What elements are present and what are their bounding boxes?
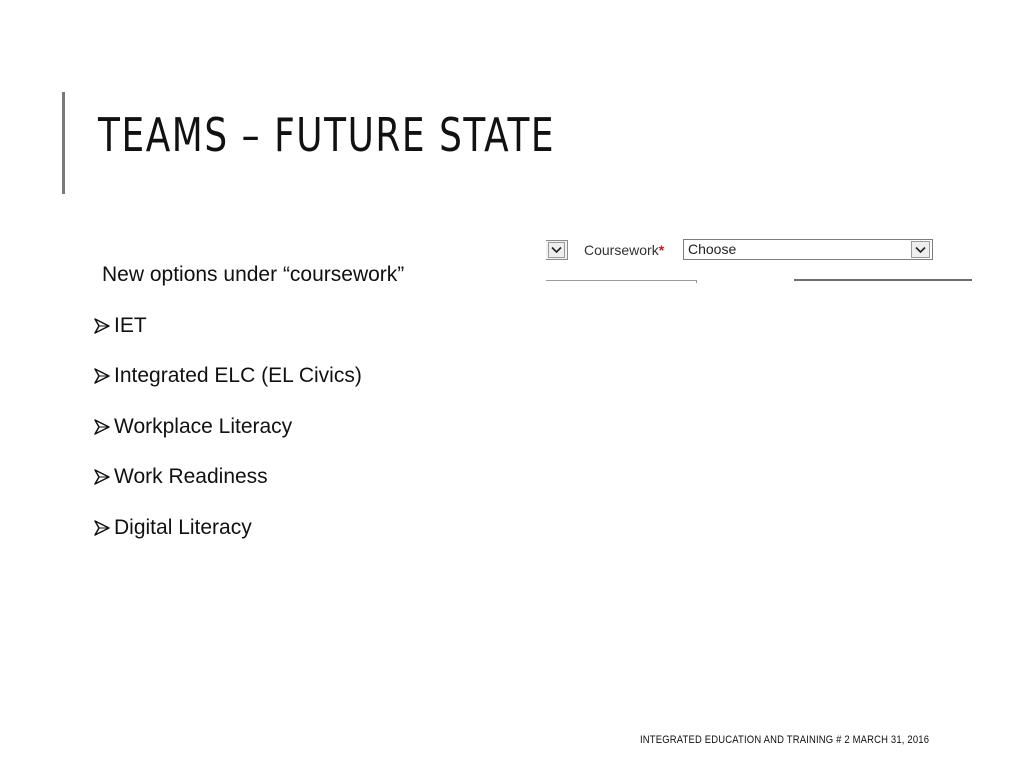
chevron-down-icon[interactable] [911,241,930,258]
arrowhead-bullet-icon [92,518,112,538]
bullet-list [92,313,362,566]
bullet-label: Integrated ELC (EL Civics) [114,364,362,387]
title-accent-bar [62,92,65,194]
bullet-label: IET [114,313,147,337]
bullet-item-integrated-elc [92,364,362,389]
arrowhead-bullet-icon [92,366,112,386]
arrowhead-bullet-icon [92,316,112,336]
bullet-label: Digital Literacy [114,515,252,539]
coursework-select[interactable] [683,239,933,260]
coursework-label [584,242,664,258]
bullet-label: Work Readiness [114,465,268,488]
intro-text: New options under “coursework” [102,263,405,286]
coursework-label-text: Coursework [584,242,659,258]
required-marker: * [658,242,665,258]
arrowhead-bullet-icon [92,467,112,487]
arrowhead-bullet-icon [92,417,112,437]
bullet-item-work-readiness [92,465,362,490]
slide-footer: INTEGRATED EDUCATION AND TRAINING # 2 MARCH 31, 2016 [640,734,930,746]
divider-line [546,280,697,281]
chevron-down-icon[interactable] [548,242,565,258]
divider-tick [696,280,697,283]
partial-dropdown[interactable] [546,240,568,260]
bullet-item-workplace-literacy [92,414,362,439]
bullet-item-digital-literacy [92,515,362,540]
coursework-form-screenshot [546,230,974,288]
bullet-item-iet [92,313,362,338]
coursework-select-value: Choose [688,241,737,257]
slide-title: TEAMS – FUTURE STATE [98,108,556,162]
bullet-label: Workplace Literacy [114,414,293,438]
divider-line [794,279,972,281]
